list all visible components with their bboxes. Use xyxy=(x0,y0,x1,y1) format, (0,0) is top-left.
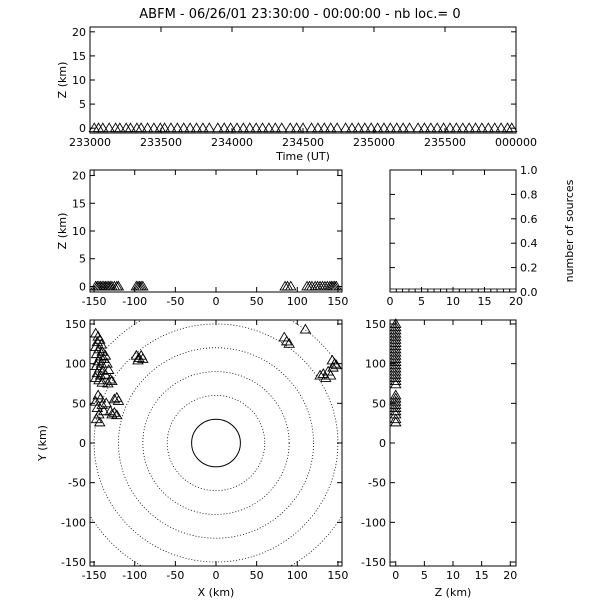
height-histogram-ylabel: number of sources xyxy=(563,179,576,283)
x-height-ylabel: Z (km) xyxy=(56,212,69,250)
x-height-frame xyxy=(90,170,342,292)
x-height-x-tick-label: -50 xyxy=(166,295,185,308)
time-height-x-tick-label: 235500 xyxy=(424,136,466,149)
time-height-x-tick-label: 234500 xyxy=(282,136,324,149)
range-ring xyxy=(143,372,289,515)
time-height-ylabel: Z (km) xyxy=(56,61,69,99)
height-histogram-x-tick-label: 10 xyxy=(446,295,460,308)
height-histogram-y-tick-label: 1.0 xyxy=(520,164,538,177)
plan-view-y-tick-label: -50 xyxy=(68,476,86,490)
height-y-y-tick-label: 150 xyxy=(365,317,386,331)
height-histogram-x-tick-label: 0 xyxy=(386,295,394,308)
plan-view-x-tick-label: 100 xyxy=(286,569,308,582)
x-height-x-tick-label: 150 xyxy=(327,295,349,308)
height-histogram-axis-ticks xyxy=(387,164,538,308)
x-height-y-tick-label: 5 xyxy=(79,252,86,266)
plan-view-ylabel: Y (km) xyxy=(36,425,49,461)
x-height-y-tick-label: 20 xyxy=(72,169,86,183)
height-histogram-x-tick-label: 20 xyxy=(509,295,523,308)
x-height-x-tick-label: 0 xyxy=(212,295,220,308)
plan-view-y-tick-label: -150 xyxy=(61,556,86,570)
x-height-y-tick-label: 0 xyxy=(79,280,86,294)
plan-view-frame xyxy=(90,320,342,566)
height-y-marks xyxy=(391,319,401,426)
height-y-point xyxy=(391,417,401,426)
time-height-xlabel: Time (UT) xyxy=(276,150,330,163)
time-height-x-tick-label: 233000 xyxy=(69,136,111,149)
x-height-y-tick-label: 15 xyxy=(72,197,86,211)
x-height-panel xyxy=(56,170,348,308)
plan-view-x-tick-label: -150 xyxy=(81,569,107,582)
height-y-y-tick-label: 100 xyxy=(365,357,386,371)
plan-view-point xyxy=(279,332,289,341)
x-height-x-tick-label: 100 xyxy=(286,295,308,308)
plan-view-x-tick-label: -50 xyxy=(166,569,185,582)
time-height-x-tick-label: 000000 xyxy=(495,136,537,149)
height-histogram-y-tick-label: 0.6 xyxy=(520,212,538,226)
x-height-x-tick-label: 50 xyxy=(249,295,264,308)
range-ring xyxy=(118,348,313,538)
range-ring xyxy=(70,300,363,586)
plan-view-y-tick-label: 0 xyxy=(79,437,86,450)
height-histogram-x-tick-label: 5 xyxy=(418,295,425,308)
time-height-y-tick-label: 20 xyxy=(72,25,86,39)
x-height-x-tick-label: -100 xyxy=(122,295,148,308)
plan-view-xlabel: X (km) xyxy=(197,586,235,599)
height-y-y-tick-label: 50 xyxy=(372,397,386,411)
time-height-frame xyxy=(90,27,516,133)
height-y-point xyxy=(391,376,401,385)
height-histogram-panel xyxy=(387,164,577,308)
plan-view-panel xyxy=(36,300,362,599)
plan-view-point xyxy=(300,325,310,334)
height-histogram-x-tick-label: 15 xyxy=(477,295,492,308)
height-y-x-tick-label: 20 xyxy=(503,569,518,582)
plan-view-x-tick-label: 50 xyxy=(249,569,264,582)
height-histogram-frame xyxy=(390,170,516,292)
height-y-frame xyxy=(390,320,516,566)
plan-view-y-tick-label: 50 xyxy=(72,397,86,411)
height-y-point xyxy=(391,379,401,388)
plan-view-marks xyxy=(91,325,342,426)
height-y-y-tick-label: -150 xyxy=(361,556,386,570)
plan-view-y-tick-label: -100 xyxy=(61,516,86,530)
height-histogram-y-tick-label: 0.4 xyxy=(520,237,538,251)
time-height-y-tick-label: 15 xyxy=(72,49,86,63)
height-y-y-tick-label: -100 xyxy=(361,516,386,530)
time-height-y-tick-label: 5 xyxy=(79,98,86,112)
x-height-x-tick-label: -150 xyxy=(81,295,107,308)
time-height-x-tick-label: 234000 xyxy=(211,136,253,149)
height-histogram-y-tick-label: 0.8 xyxy=(520,188,538,202)
height-histogram-y-tick-label: 0.2 xyxy=(520,261,538,275)
time-height-x-tick-label: 233500 xyxy=(140,136,182,149)
height-y-xlabel: Z (km) xyxy=(434,586,472,599)
plan-view-x-tick-label: 150 xyxy=(327,569,349,582)
height-y-x-tick-label: 15 xyxy=(474,569,489,582)
figure-title: ABFM - 06/26/01 23:30:00 - 00:00:00 - nb loc.= 0 xyxy=(139,7,461,22)
height-y-x-tick-label: 0 xyxy=(392,569,400,582)
height-y-panel xyxy=(361,318,517,599)
height-y-x-tick-label: 5 xyxy=(420,569,428,582)
plan-view-y-tick-label: 150 xyxy=(65,317,86,331)
height-y-y-tick-label: 0 xyxy=(379,437,386,450)
time-height-y-tick-label: 0 xyxy=(79,122,86,136)
time-height-panel xyxy=(56,26,537,163)
height-y-x-tick-label: 10 xyxy=(446,569,460,582)
range-ring xyxy=(94,324,338,562)
height-histogram-y-tick-label: 0.0 xyxy=(520,286,538,299)
height-y-y-tick-label: -50 xyxy=(368,476,386,490)
plan-view-x-tick-label: 0 xyxy=(212,569,220,582)
time-height-x-tick-label: 235000 xyxy=(353,136,395,149)
x-height-y-tick-label: 10 xyxy=(72,225,86,238)
plan-view-x-tick-label: -100 xyxy=(122,569,148,582)
range-rings xyxy=(70,300,363,586)
plan-view-y-tick-label: 100 xyxy=(65,357,86,371)
range-ring xyxy=(192,419,241,467)
height-y-axis-ticks xyxy=(361,318,517,582)
range-ring xyxy=(167,395,265,490)
time-height-y-tick-label: 10 xyxy=(72,74,86,87)
